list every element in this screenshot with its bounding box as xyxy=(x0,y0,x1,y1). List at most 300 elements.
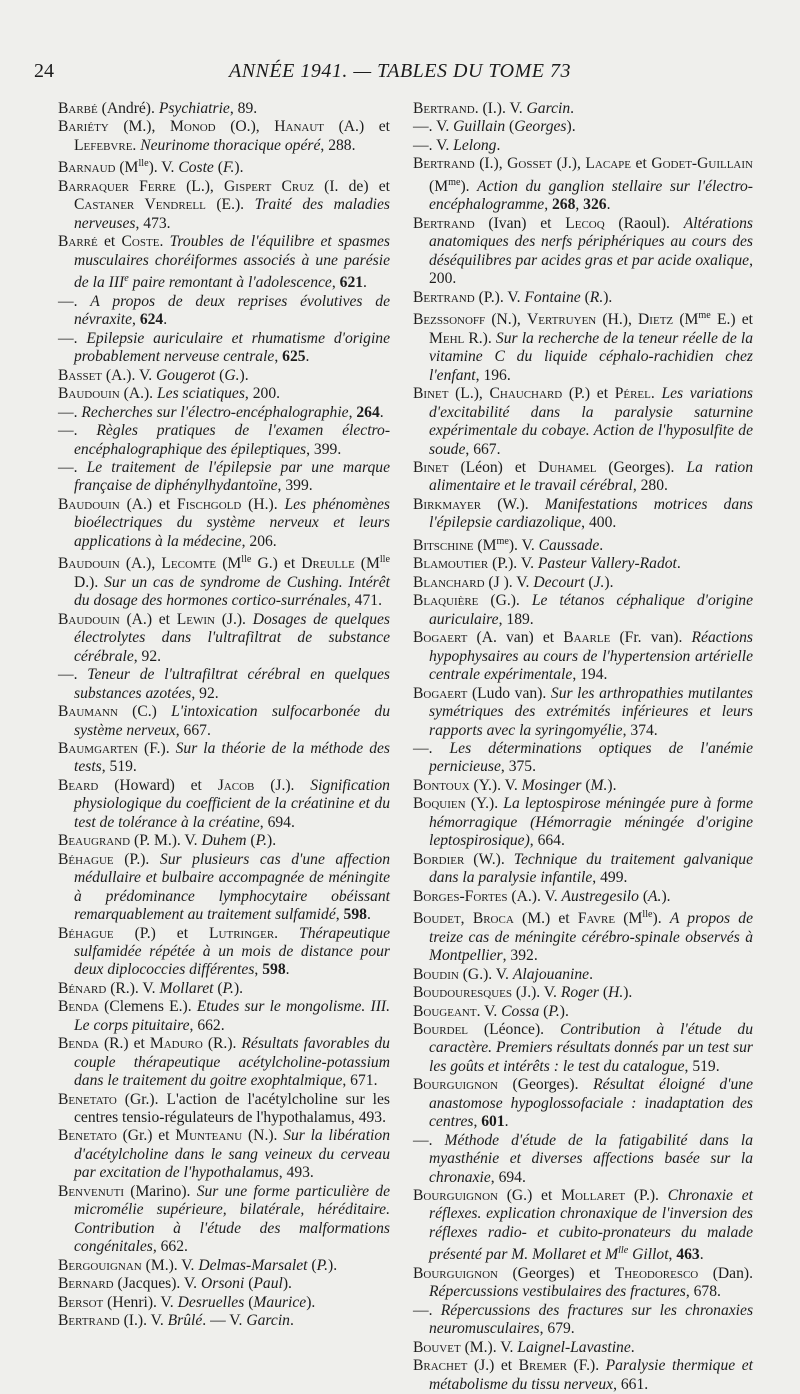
entry-text: Béhague xyxy=(58,924,114,942)
entry-text: Binet xyxy=(413,458,449,476)
entry-text: L'intoxication sulfocarbonée du système nerveux xyxy=(74,703,390,739)
entry-text: —. xyxy=(413,1301,441,1319)
entry-text: . (I.). V. xyxy=(474,100,527,117)
entry-text: ( xyxy=(638,887,649,905)
entry-text: ( xyxy=(539,1002,549,1020)
entry-text: Bourdel xyxy=(413,1020,469,1038)
entry-text: A propos de deux reprises évolutives de névraxite xyxy=(74,292,390,329)
index-entry xyxy=(413,307,753,385)
entry-text: D.). xyxy=(74,573,105,591)
entry-text: , 200. xyxy=(244,385,281,403)
index-entry xyxy=(58,1312,390,1330)
entry-text: ). xyxy=(328,1256,338,1274)
entry-text: J. xyxy=(593,573,605,591)
entry-text: , 206. xyxy=(241,532,277,550)
index-entry xyxy=(413,685,753,740)
index-entry xyxy=(58,832,390,850)
entry-text: 264 xyxy=(356,403,380,421)
entry-text: Chronaxie et réflexes. explication chronaxique de l'inversion des réflexes radio- et cubito-pronateurs du malade présenté par M. Mollaret et M xyxy=(429,1187,753,1264)
index-entry xyxy=(58,998,390,1035)
entry-text: —. xyxy=(58,458,87,476)
entry-text: (P.). V. xyxy=(488,555,538,573)
entry-text: Blanchard xyxy=(413,573,485,591)
index-entry xyxy=(58,551,390,611)
entry-text: Thérapeutique sulfamidée répétée à un mois de distance pour deux diplococcies différentes xyxy=(74,924,390,979)
index-entry xyxy=(413,1302,753,1339)
entry-text: , 399. xyxy=(277,477,313,495)
entry-text: Bordier xyxy=(413,850,465,868)
index-entry xyxy=(413,496,753,533)
left-column xyxy=(58,100,390,1330)
index-entry xyxy=(413,777,753,795)
entry-text: Bergouignan xyxy=(58,1256,142,1274)
entry-text: ). xyxy=(661,887,671,905)
entry-text: Benda xyxy=(58,1035,99,1053)
entry-text: Orsoni xyxy=(200,1275,245,1293)
entry-text: . xyxy=(366,906,371,924)
entry-text: ). xyxy=(234,159,244,177)
entry-text: 598 xyxy=(343,906,367,924)
entry-text: ( xyxy=(598,984,609,1002)
index-entry xyxy=(413,289,753,307)
index-entry xyxy=(58,100,390,118)
entry-text: Binet xyxy=(413,385,449,403)
entry-text: —. xyxy=(58,292,91,310)
entry-text: (A.). V. xyxy=(507,887,562,905)
index-entry xyxy=(413,1132,753,1187)
entry-text: , xyxy=(544,196,552,214)
entry-text: , xyxy=(473,1113,482,1131)
entry-text: Favre xyxy=(577,910,616,928)
entry-text: Boquien xyxy=(413,795,466,813)
entry-text: (M.). V. xyxy=(460,1338,518,1356)
entry-text: . xyxy=(589,965,593,983)
entry-text: , xyxy=(348,403,357,421)
entry-text: Broca xyxy=(472,910,514,928)
entry-text: La ration alimentaire et le travail cérébral xyxy=(429,458,753,495)
entry-text: (N.), xyxy=(485,311,527,329)
entry-text: paire remontant à l'adolescence xyxy=(128,274,332,292)
entry-text: Répercussions des fractures sur les chronaxies neuromusculaires xyxy=(429,1301,754,1338)
index-entry xyxy=(58,611,390,666)
index-entry xyxy=(58,980,390,998)
entry-text: Méthode d'étude de la fatigabilité dans la myasthénie et diverses affections basée sur la chronaxie xyxy=(429,1131,754,1186)
entry-text: (Dan). xyxy=(698,1265,753,1283)
entry-text: , xyxy=(331,274,340,292)
entry-text: Baumgarten xyxy=(58,739,139,757)
index-entry xyxy=(413,1265,753,1302)
entry-text: G.) et xyxy=(251,555,302,573)
entry-text: Boudin xyxy=(413,965,459,983)
entry-text: Gispert Cruz xyxy=(224,178,314,195)
entry-text: lle xyxy=(642,909,653,921)
entry-text: (M xyxy=(673,311,699,329)
entry-text: ( xyxy=(246,832,256,850)
entry-text: ). xyxy=(604,573,614,591)
entry-text: , 189. xyxy=(498,610,534,628)
entry-text: Beard xyxy=(58,776,99,794)
entry-text: me xyxy=(698,310,711,322)
entry-text: , 400. xyxy=(581,514,617,532)
entry-text: Duhem xyxy=(201,832,247,850)
entry-text: ). xyxy=(652,910,670,928)
index-entry xyxy=(58,293,390,330)
index-entry xyxy=(413,533,753,556)
index-entry xyxy=(58,666,390,703)
entry-text: Bogaert xyxy=(413,684,468,702)
right-column xyxy=(413,100,753,1394)
entry-text: Béhague xyxy=(58,850,114,868)
entry-text: Sur la recherche de la teneur réelle de la vitamine C du liquide céphalo-rachidien chez l'enfant xyxy=(429,329,754,384)
index-entry xyxy=(58,1275,390,1293)
index-entry xyxy=(58,385,390,403)
entry-text: Theodoresco xyxy=(614,1265,699,1283)
entry-text: (J.) et xyxy=(467,1357,519,1375)
entry-text: Manifestations motrices dans l'épilepsie cardiazolique xyxy=(429,495,754,532)
index-entry xyxy=(413,1357,753,1394)
entry-text: Les sciatiques xyxy=(156,385,245,403)
entry-text: (M.). V. xyxy=(141,1256,199,1274)
entry-text: Garcin xyxy=(526,100,571,117)
entry-text: Munteanu xyxy=(175,1127,243,1145)
entry-text: ). xyxy=(559,1002,569,1020)
entry-text: , 678. xyxy=(685,1283,721,1301)
entry-text: . xyxy=(606,196,611,214)
entry-text: ). xyxy=(566,118,576,136)
entry-text: Baudouin xyxy=(58,495,120,513)
entry-text: (P.) et xyxy=(562,385,615,403)
index-entry xyxy=(413,1187,753,1265)
entry-text: Traité des maladies nerveuses xyxy=(74,196,390,232)
entry-text: (J.). V. xyxy=(512,984,561,1002)
entry-text: —. xyxy=(58,422,97,440)
entry-text: (M xyxy=(429,178,449,195)
entry-text: Gougerot xyxy=(156,366,216,384)
entry-text: , 671. xyxy=(342,1072,378,1090)
entry-text: (G.) et xyxy=(497,1187,562,1205)
entry-text: (R.) et xyxy=(98,1035,150,1053)
entry-text: (Georges). xyxy=(497,1076,594,1094)
entry-text: 598 xyxy=(262,961,286,979)
entry-text: Vertruyen xyxy=(526,311,597,329)
entry-text: —. xyxy=(58,666,88,684)
entry-text: (G.). V. xyxy=(458,965,513,983)
entry-text: Laignel-Lavastine xyxy=(517,1338,631,1356)
entry-text: Guillain xyxy=(453,118,506,136)
entry-text: . xyxy=(285,961,290,979)
entry-text: , 288. xyxy=(320,136,356,154)
entry-text: , xyxy=(254,961,263,979)
entry-text: (Raoul). xyxy=(604,214,684,232)
entry-text: . xyxy=(599,536,604,554)
entry-text: Delmas-Marsalet xyxy=(198,1256,308,1274)
entry-text: La leptospirose méningée pure à forme hémorragique (Hémorragie méningée d'origine leptospirosique) xyxy=(429,795,753,850)
entry-text: R.). xyxy=(464,329,496,347)
index-entry xyxy=(413,574,753,592)
entry-text: 621 xyxy=(339,274,364,292)
entry-text: ). V. xyxy=(148,159,179,177)
entry-text: (R.). xyxy=(202,1035,242,1053)
entry-text: (A.). xyxy=(119,385,157,403)
entry-text: (Gr.) et xyxy=(116,1127,176,1145)
entry-text: Troubles de l'équilibre et spasmes musculaires choréiformes associés à une parésie de la III xyxy=(74,233,391,292)
entry-text: Garcin xyxy=(246,1312,290,1330)
entry-text: (M xyxy=(615,910,643,928)
entry-text: . xyxy=(363,274,367,292)
entry-text: Bertrand xyxy=(413,155,475,173)
entry-text: (Gr.). L'action de l'acétylcholine sur les centres tensio-régulateurs de l'hypothalamus, 493. xyxy=(74,1090,390,1127)
entry-text: (J.). xyxy=(254,776,311,794)
entry-text: A propos de treize cas de méningite cérébro-spinale observés à Montpellier xyxy=(429,910,753,965)
entry-text: (I. de) et xyxy=(313,178,390,195)
entry-text: (Georges). xyxy=(596,458,687,476)
entry-text: Altérations anatomiques des nerfs périphériques au cours des déséquilibres par acides gras et par acide oxalique xyxy=(429,214,753,269)
entry-text: Mehl xyxy=(429,329,465,347)
entry-text: , 499. xyxy=(592,869,628,887)
index-entry xyxy=(413,740,753,777)
entry-text: , 519. xyxy=(684,1057,720,1075)
entry-text: Bremer xyxy=(518,1357,567,1375)
entry-text: —. V. xyxy=(413,118,454,136)
entry-text: , 92. xyxy=(191,684,219,702)
entry-text: 601 xyxy=(481,1113,505,1131)
entry-text: Sur une forme particulière de micromélie supérieure, bilatérale, héréditaire. Contribution à l'étude des malformations congénitales xyxy=(74,1182,390,1256)
entry-text: ). xyxy=(233,979,244,997)
index-entry xyxy=(58,1127,390,1182)
entry-text: (N.). xyxy=(242,1127,284,1145)
index-entry xyxy=(58,925,390,980)
entry-text: , 375. xyxy=(500,758,536,776)
entry-text: (O.), xyxy=(215,118,275,136)
entry-text: (M xyxy=(216,555,242,573)
entry-text: Boudouresques xyxy=(413,984,513,1002)
entry-text: Bourguignon xyxy=(413,1265,498,1283)
entry-text: , 374. xyxy=(622,721,658,739)
entry-text: (Fr. van). xyxy=(610,629,692,647)
entry-text: ). xyxy=(239,366,249,384)
entry-text: (G.). xyxy=(478,592,532,610)
entry-text: 625 xyxy=(282,348,306,366)
entry-text: Neurinome thoracique opéré xyxy=(140,136,321,154)
entry-text: , 664. xyxy=(529,832,565,850)
entry-text: ). V. xyxy=(508,536,539,554)
index-entry xyxy=(413,100,753,118)
entry-text: Contribution à l'étude du caractère. Premiers résultats donnés par un test sur les goûts et intérêts : le test du catalogue xyxy=(429,1020,753,1075)
entry-text: ( xyxy=(307,1256,317,1274)
entry-text: Recherches sur l'électro-encéphalographie xyxy=(81,403,349,421)
entry-text: Psychiatrie xyxy=(158,100,230,117)
entry-text: Bogaert xyxy=(413,629,468,647)
index-entry xyxy=(413,385,753,459)
entry-text: (E.). xyxy=(205,196,255,214)
entry-text: Fontaine xyxy=(524,288,581,306)
index-entry xyxy=(413,1076,753,1131)
entry-text: Chauchard xyxy=(489,385,563,403)
entry-text: Paul xyxy=(253,1275,283,1293)
index-entry xyxy=(58,367,390,385)
entry-text: (Henri). V. xyxy=(103,1293,178,1311)
index-entry xyxy=(413,984,753,1002)
index-entry xyxy=(413,118,753,136)
entry-text: Godet-Guillain xyxy=(651,155,753,173)
entry-text: Sur la théorie de la méthode des tests xyxy=(74,739,390,776)
entry-text: Barnaud xyxy=(58,159,116,177)
entry-text: . xyxy=(379,403,384,421)
entry-text: Alajouanine xyxy=(512,965,590,983)
page-header xyxy=(0,60,800,86)
index-entry xyxy=(58,118,390,155)
entry-text: (A.). V. xyxy=(102,366,157,384)
entry-text: M. xyxy=(590,776,608,794)
entry-text: Baudouin xyxy=(58,555,120,573)
entry-text: Bertrand xyxy=(58,1312,120,1330)
entry-text: (Clemens E.). xyxy=(98,998,197,1016)
entry-text: (Léonce). xyxy=(468,1020,560,1038)
entry-text: Teneur de l'ultrafiltrat cérébral en quelques substances azotées xyxy=(74,666,390,702)
entry-text: (Georges) et xyxy=(497,1265,615,1283)
entry-text: G. xyxy=(224,366,240,384)
entry-text: Mollaret xyxy=(159,979,214,997)
entry-text: Les variations d'excitabilité dans la paralysie saturnine expérimentale du cobaye. Action de l'hyposulfite de soude xyxy=(429,385,754,458)
entry-text: 624 xyxy=(139,311,164,329)
entry-text: , 679. xyxy=(539,1320,575,1338)
index-entry xyxy=(58,155,390,178)
entry-text: P. xyxy=(316,1256,329,1274)
entry-text: Gillot xyxy=(628,1246,669,1264)
entry-text: (P.). xyxy=(625,1187,668,1205)
entry-text: Cossa xyxy=(501,1002,540,1020)
index-entry xyxy=(413,592,753,629)
entry-text: , xyxy=(668,1246,677,1264)
index-entry xyxy=(413,1021,753,1076)
entry-text: Les phénomènes bioélectriques du système nerveux et leurs applications à la médecine xyxy=(74,495,391,550)
entry-text: (R.). V. xyxy=(106,979,160,997)
entry-text: Benda xyxy=(58,998,99,1016)
index-entry xyxy=(58,1294,390,1312)
entry-text: Pasteur Vallery-Radot xyxy=(537,555,677,573)
entry-text: (J.). xyxy=(214,610,253,628)
entry-text: . V. xyxy=(476,1002,502,1020)
entry-text: , xyxy=(132,311,140,329)
entry-text: . xyxy=(496,136,501,154)
entry-text: . — V. xyxy=(202,1312,247,1330)
entry-text: (M xyxy=(354,555,380,573)
index-entry xyxy=(58,404,390,422)
entry-text: P. xyxy=(222,979,234,997)
entry-text: Action du ganglion stellaire sur l'électro-encéphalogramme xyxy=(429,178,753,214)
entry-text: , 89. xyxy=(229,100,258,117)
entry-text: . xyxy=(163,311,168,329)
entry-text: H. xyxy=(608,984,624,1002)
entry-text: ( xyxy=(584,573,594,591)
entry-text: (M xyxy=(473,536,497,554)
entry-text: Le traitement de l'épilepsie par une marque française de diphénylhydantoïne xyxy=(74,458,390,495)
entry-text: (W.). xyxy=(481,495,545,513)
entry-text: ( xyxy=(581,776,591,794)
index-entry xyxy=(413,888,753,906)
entry-text: , 661. xyxy=(613,1375,649,1393)
entry-text: P. xyxy=(255,832,268,850)
entry-text: (Ludo van). xyxy=(467,684,551,702)
entry-text: Monod xyxy=(169,118,216,136)
entry-text: (H.), xyxy=(596,311,639,329)
entry-text: Borges-Fortes xyxy=(413,887,508,905)
entry-text: , 473. xyxy=(135,214,171,232)
entry-text: ( xyxy=(244,1275,254,1293)
entry-text: Règles pratiques de l'examen électro-encéphalographique des épileptiques xyxy=(74,422,391,458)
entry-text: Baudouin xyxy=(58,385,120,403)
entry-text: , 694. xyxy=(259,813,295,831)
entry-text: (P.) et xyxy=(113,924,210,942)
entry-text: ( xyxy=(213,979,223,997)
entry-text: Bertrand xyxy=(413,214,475,232)
entry-text: Lecoq xyxy=(565,214,605,232)
entry-text: Barbé xyxy=(58,100,98,117)
entry-text: lle xyxy=(138,158,149,170)
entry-text: Duhamel xyxy=(538,458,597,476)
entry-text: Sur plusieurs cas d'une affection médullaire et bulbaire accompagnée de méningite à prédominance lymphocytaire obéissant remarquablement au traitement sulfamidé xyxy=(74,850,390,924)
entry-text: . xyxy=(305,348,310,366)
index-entry xyxy=(58,740,390,777)
entry-text: Maurice xyxy=(253,1293,307,1311)
entry-text: (A. van) et xyxy=(467,629,564,647)
entry-text: Barré xyxy=(58,233,98,251)
entry-text: , 200. xyxy=(429,251,753,288)
index-entry xyxy=(413,906,753,966)
entry-text: (F.). xyxy=(566,1357,606,1375)
index-entry xyxy=(58,851,390,925)
entry-text: 326 xyxy=(583,196,607,214)
entry-text: —. xyxy=(58,329,87,347)
entry-text: . xyxy=(132,136,141,154)
entry-text: , 493. xyxy=(278,1164,314,1182)
entry-text: lle xyxy=(241,554,252,566)
entry-text: (W.). xyxy=(464,850,514,868)
index-entry xyxy=(413,555,753,573)
entry-text: Le tétanos céphalique d'origine auriculaire xyxy=(429,592,753,628)
entry-text: Bontoux xyxy=(413,776,470,794)
entry-text: Austregesilo xyxy=(561,887,639,905)
entry-text: . xyxy=(570,100,575,117)
entry-text: . xyxy=(676,555,681,573)
entry-text: (Y.). V. xyxy=(469,776,522,794)
entry-text: (J ). V. xyxy=(484,573,534,591)
entry-text: , 519. xyxy=(101,758,137,776)
entry-text: . xyxy=(159,233,170,251)
index-entry xyxy=(413,215,753,289)
entry-text: ( xyxy=(215,366,225,384)
entry-text: Bougeant xyxy=(413,1002,477,1020)
index-entry xyxy=(413,1339,753,1357)
entry-text: 463 xyxy=(676,1246,700,1264)
index-entry xyxy=(58,1257,390,1275)
entry-text: Fischgold xyxy=(177,495,242,513)
entry-text: et xyxy=(630,155,652,173)
entry-text: Bitschine xyxy=(413,536,474,554)
entry-text: Lelong xyxy=(453,136,497,154)
entry-text: me xyxy=(496,535,509,547)
entry-text: (F.). xyxy=(138,739,176,757)
entry-text: Dreulle xyxy=(301,555,355,573)
entry-text: Répercussions vestibulaires des fractures xyxy=(429,1283,686,1301)
entry-text: (M.), xyxy=(108,118,170,136)
entry-text: (M xyxy=(115,159,139,177)
entry-text: , xyxy=(274,348,283,366)
entry-text: Benetato xyxy=(58,1090,117,1108)
entry-text: , 399. xyxy=(306,440,342,458)
entry-text: Bersot xyxy=(58,1293,104,1311)
entry-text: . xyxy=(650,385,662,403)
